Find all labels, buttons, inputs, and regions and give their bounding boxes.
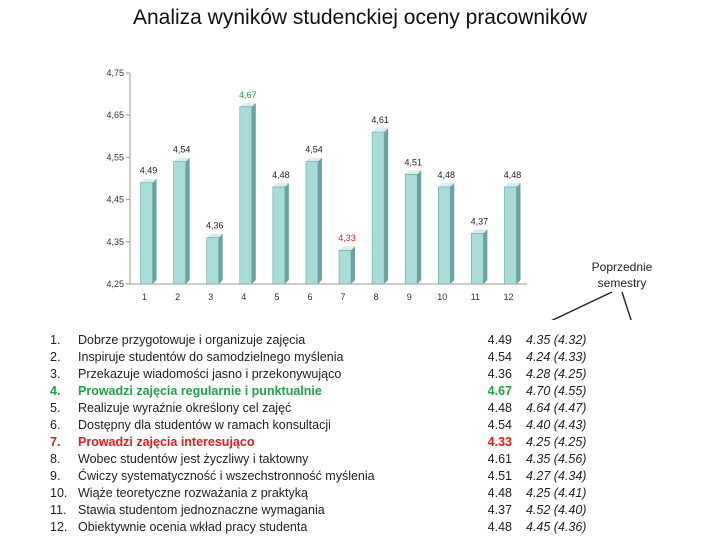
item-text: Inspiruje studentów do samodzielnego myślenia bbox=[78, 350, 344, 364]
x-tick-label: 7 bbox=[340, 292, 346, 302]
bar-side bbox=[351, 246, 355, 284]
bar-value-label: 4,54 bbox=[305, 144, 323, 155]
bar-value-label: 4,37 bbox=[470, 216, 489, 227]
item-current-score: 4.48 bbox=[487, 520, 512, 534]
list-item bbox=[0, 434, 720, 451]
item-current-score: 4.54 bbox=[487, 418, 512, 432]
bar bbox=[471, 233, 483, 284]
item-current-score: 4.54 bbox=[487, 350, 512, 364]
bar bbox=[372, 132, 384, 284]
bar-value-label: 4,48 bbox=[503, 169, 522, 180]
item-number: 4. bbox=[50, 384, 61, 398]
item-previous-scores: 4.40 (4.43) bbox=[526, 418, 587, 432]
list-item bbox=[0, 366, 720, 383]
item-text: Dostępny dla studentów w ramach konsultacji bbox=[78, 418, 331, 432]
bar-side bbox=[153, 179, 157, 284]
bar bbox=[240, 107, 252, 284]
item-previous-scores: 4.35 (4.32) bbox=[526, 333, 587, 347]
item-number: 7. bbox=[50, 435, 61, 449]
x-tick-label: 12 bbox=[503, 292, 514, 302]
x-tick-label: 3 bbox=[208, 292, 214, 302]
y-tick-label: 4,55 bbox=[106, 152, 124, 163]
item-number: 2. bbox=[50, 350, 61, 364]
annotation-arrow-left bbox=[538, 292, 612, 320]
list-item bbox=[0, 468, 720, 485]
bar-value-label: 4,54 bbox=[172, 144, 191, 155]
x-tick-label: 5 bbox=[274, 292, 280, 302]
bar bbox=[174, 162, 186, 284]
x-tick-label: 6 bbox=[307, 292, 313, 302]
item-text: Prowadzi zajęcia regularnie i punktualnie bbox=[78, 384, 322, 398]
y-tick-label: 4,35 bbox=[106, 236, 124, 247]
item-current-score: 4.37 bbox=[487, 503, 512, 517]
item-current-score: 4.49 bbox=[487, 333, 512, 347]
x-tick-label: 8 bbox=[373, 292, 379, 302]
bar-value-label: 4,67 bbox=[239, 89, 257, 100]
item-previous-scores: 4.64 (4.47) bbox=[526, 401, 587, 415]
item-current-score: 4.51 bbox=[487, 469, 512, 483]
item-text: Prowadzi zajęcia interesująco bbox=[78, 435, 255, 449]
bar-side bbox=[384, 128, 388, 284]
x-tick-label: 11 bbox=[470, 292, 481, 302]
list-item bbox=[0, 519, 720, 536]
list-item bbox=[0, 400, 720, 417]
item-previous-scores: 4.27 (4.34) bbox=[526, 469, 587, 483]
bar-value-label: 4,48 bbox=[437, 169, 456, 180]
bar-side bbox=[450, 183, 454, 284]
y-tick-label: 4,75 bbox=[106, 68, 124, 78]
bar-side bbox=[285, 183, 289, 284]
item-number: 5. bbox=[50, 401, 61, 415]
bar-side bbox=[483, 229, 487, 284]
item-number: 1. bbox=[50, 333, 61, 347]
bar bbox=[141, 183, 153, 284]
item-text: Przekazuje wiadomości jasno i przekonywująco bbox=[78, 367, 342, 381]
item-current-score: 4.48 bbox=[487, 401, 512, 415]
x-tick-label: 10 bbox=[437, 292, 448, 302]
item-previous-scores: 4.70 (4.55) bbox=[526, 384, 587, 398]
item-text: Wiąże teoretyczne rozważania z praktyką bbox=[78, 486, 308, 500]
x-tick-label: 2 bbox=[175, 292, 181, 302]
item-previous-scores: 4.45 (4.36) bbox=[526, 520, 587, 534]
bar bbox=[504, 187, 516, 284]
bar-side bbox=[417, 170, 421, 284]
item-number: 10. bbox=[50, 486, 68, 500]
bar-value-label: 4,51 bbox=[404, 157, 422, 168]
bar-value-label: 4,49 bbox=[139, 165, 158, 176]
item-previous-scores: 4.35 (4.56) bbox=[526, 452, 587, 466]
item-text: Stawia studentom jednoznaczne wymagania bbox=[78, 503, 325, 517]
bar-side bbox=[252, 103, 256, 284]
bar bbox=[405, 174, 417, 284]
item-text: Wobec studentów jest życzliwy i taktowny bbox=[78, 452, 309, 466]
bar bbox=[438, 187, 450, 284]
item-text: Realizuje wyraźnie określony cel zajęć bbox=[78, 401, 292, 415]
x-tick-label: 4 bbox=[241, 292, 247, 302]
item-previous-scores: 4.25 (4.25) bbox=[526, 435, 587, 449]
bar-value-label: 4,61 bbox=[371, 115, 389, 126]
item-number: 6. bbox=[50, 418, 61, 432]
list-item bbox=[0, 383, 720, 400]
bar-value-label: 4,48 bbox=[272, 169, 290, 180]
list-item bbox=[0, 502, 720, 519]
x-tick-label: 9 bbox=[406, 292, 412, 302]
item-current-score: 4.61 bbox=[487, 452, 512, 466]
list-item bbox=[0, 485, 720, 502]
list-item bbox=[0, 332, 720, 349]
bar bbox=[339, 250, 351, 284]
bar-value-label: 4,33 bbox=[338, 233, 356, 244]
list-item bbox=[0, 417, 720, 434]
item-previous-scores: 4.52 (4.40) bbox=[526, 503, 587, 517]
bar-value-label: 4,36 bbox=[205, 220, 224, 231]
item-current-score: 4.33 bbox=[487, 435, 512, 449]
list-item bbox=[0, 451, 720, 468]
previous-semesters-annotation: Poprzednie semestry bbox=[591, 260, 653, 290]
item-current-score: 4.36 bbox=[487, 367, 512, 381]
bar bbox=[273, 187, 285, 284]
item-number: 3. bbox=[50, 367, 61, 381]
bar bbox=[207, 238, 219, 284]
item-text: Dobrze przygotowuje i organizuje zajęcia bbox=[78, 333, 306, 347]
bar-side bbox=[186, 158, 190, 284]
y-tick-label: 4,25 bbox=[106, 279, 124, 289]
bar-side bbox=[318, 158, 322, 284]
item-text: Obiektywnie ocenia wkład pracy studenta bbox=[78, 520, 308, 534]
y-tick-label: 4,45 bbox=[106, 194, 124, 205]
bar-side bbox=[516, 183, 520, 284]
item-previous-scores: 4.24 (4.33) bbox=[526, 350, 587, 364]
item-number: 8. bbox=[50, 452, 61, 466]
page-title: Analiza wyników studenckiej oceny pracowników bbox=[132, 6, 588, 29]
item-current-score: 4.48 bbox=[487, 486, 512, 500]
list-item bbox=[0, 349, 720, 366]
item-previous-scores: 4.28 (4.25) bbox=[526, 367, 587, 381]
bar-side bbox=[219, 234, 223, 284]
item-previous-scores: 4.25 (4.41) bbox=[526, 486, 587, 500]
x-tick-label: 1 bbox=[142, 292, 148, 302]
item-current-score: 4.67 bbox=[487, 384, 512, 398]
y-tick-label: 4,65 bbox=[106, 110, 124, 121]
item-number: 9. bbox=[50, 469, 61, 483]
item-number: 12. bbox=[50, 520, 68, 534]
item-number: 11. bbox=[50, 503, 67, 517]
annotation-arrow-right bbox=[622, 292, 632, 320]
item-text: Ćwiczy systematyczność i wszechstronność myślenia bbox=[78, 469, 375, 483]
bar bbox=[306, 162, 318, 284]
